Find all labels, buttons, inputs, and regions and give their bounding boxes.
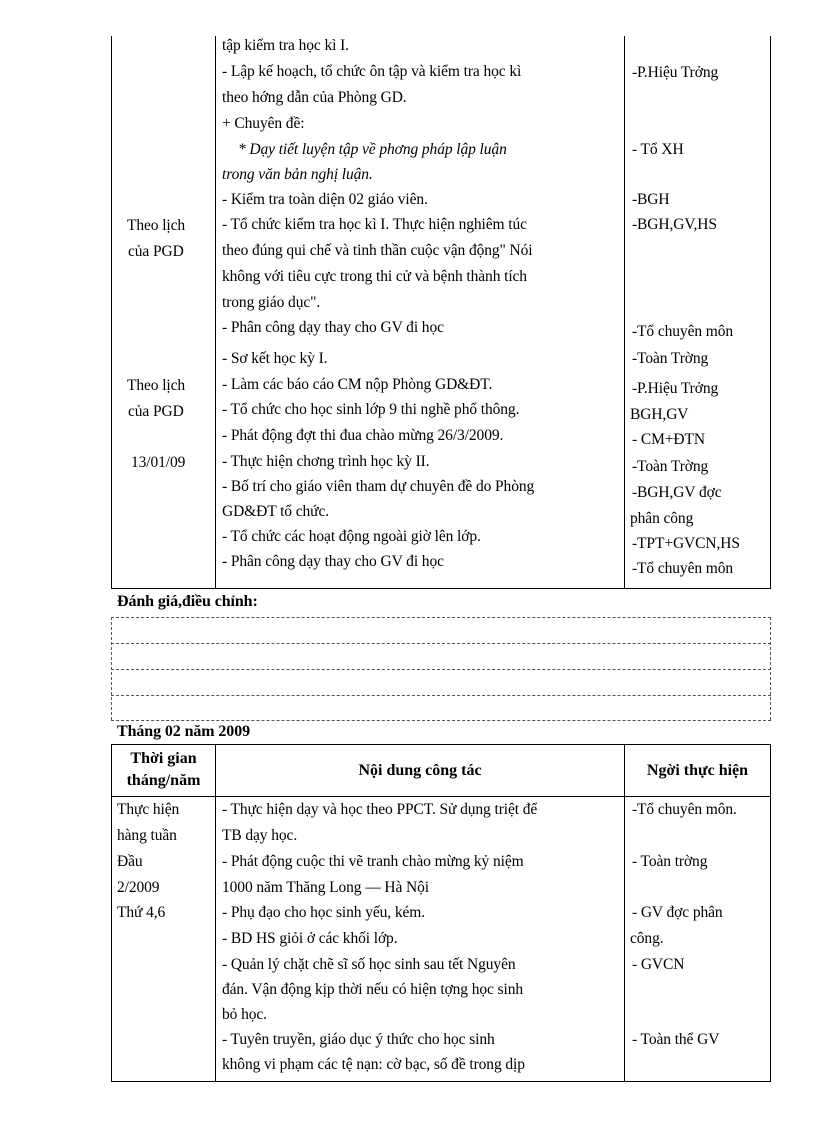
schedule-cell: của PGD xyxy=(128,243,184,260)
table-row: bỏ học. xyxy=(222,1006,267,1023)
evaluation-heading: Đánh giá,điều chỉnh: xyxy=(117,593,258,610)
table-row: tập kiểm tra học kì I. xyxy=(222,37,349,54)
schedule-cell: Đầu xyxy=(117,853,143,870)
header-person: Ngời thực hiện xyxy=(646,762,749,779)
table-row: không vi phạm các tệ nạn: cờ bạc, số đề trong dịp xyxy=(222,1056,525,1073)
person-cell: -Toàn Trờng xyxy=(632,458,709,475)
table-row: - Bố trí cho giáo viên tham dự chuyên đề do Phòng xyxy=(222,478,535,495)
header-time: Thời gian tháng/năm xyxy=(126,750,201,789)
schedule-cell: Thứ 4,6 xyxy=(117,904,166,921)
schedule-cell: 13/01/09 xyxy=(131,454,186,471)
person-cell: -BGH,GV,HS xyxy=(632,216,717,233)
table-row: - Thực hiện dạy và học theo PPCT. Sử dụng triệt để xyxy=(222,801,538,818)
person-cell: -Tổ chuyên môn. xyxy=(632,801,737,818)
table-row: - Tổ chức các hoạt động ngoài giờ lên lớp. xyxy=(222,528,481,545)
table-row: - Thực hiện chơng trình học kỳ II. xyxy=(222,453,430,470)
schedule-cell: Theo lịch xyxy=(127,377,186,394)
person-cell: - Tổ XH xyxy=(632,141,684,158)
person-cell: -P.Hiệu Trởng xyxy=(632,380,719,397)
table-row: - Phát động cuộc thi vẽ tranh chào mừng kỷ niệm xyxy=(222,853,524,870)
person-cell: - GVCN xyxy=(632,956,685,973)
person-cell: công. xyxy=(630,930,664,947)
table-row: + Chuyên đề: xyxy=(222,115,305,132)
person-cell: - Toàn trờng xyxy=(632,853,708,870)
person-cell: -Toàn Trờng xyxy=(632,350,709,367)
month-heading: Tháng 02 năm 2009 xyxy=(117,723,250,740)
table-row: đán. Vận động kịp thời nếu có hiện tợng học sinh xyxy=(222,981,524,998)
table-row: - Phát động đợt thi đua chào mừng 26/3/2009. xyxy=(222,427,504,444)
table-row: * Dạy tiết luyện tập về phơng pháp lập luận xyxy=(238,141,507,158)
table-row: trong văn bản nghị luận. xyxy=(222,166,373,183)
schedule-cell: 2/2009 xyxy=(117,879,160,896)
table-row: - Phụ đạo cho học sinh yếu, kém. xyxy=(222,904,426,921)
person-cell: -BGH xyxy=(632,191,670,208)
table-row: theo đúng qui chế và tinh thần cuộc vận động" Nói xyxy=(222,242,533,259)
table-row: - Tổ chức cho học sinh lớp 9 thi nghề phổ thông. xyxy=(222,401,520,418)
table-row: 1000 năm Thăng Long — Hà Nội xyxy=(222,879,429,896)
table-row: trong giáo dục". xyxy=(222,294,321,311)
table-row: TB dạy học. xyxy=(222,827,298,844)
person-cell: -BGH,GV đợc xyxy=(632,484,722,501)
person-cell: phân công xyxy=(630,510,694,527)
table-row: - Tuyên truyền, giáo dục ý thức cho học sinh xyxy=(222,1031,495,1048)
schedule-cell: Thực hiện xyxy=(117,801,180,818)
table-row: - Kiểm tra toàn diện 02 giáo viên. xyxy=(222,191,428,208)
table-row: - Quản lý chặt chẽ sĩ số học sinh sau tết Nguyên xyxy=(222,956,516,973)
person-cell: - CM+ĐTN xyxy=(632,431,705,448)
header-content: Nội dung công tác xyxy=(358,762,482,779)
table-row: - Làm các báo cáo CM nộp Phòng GD&ĐT. xyxy=(222,376,493,393)
schedule-cell: của PGD xyxy=(128,403,184,420)
person-cell: - GV đợc phân xyxy=(632,904,723,921)
person-cell: -Tổ chuyên môn xyxy=(632,560,734,577)
table-row: - Phân công dạy thay cho GV đi học xyxy=(222,553,444,570)
person-cell: -TPT+GVCN,HS xyxy=(632,535,740,552)
schedule-cell: Theo lịch xyxy=(127,217,186,234)
table-row: - Tổ chức kiểm tra học kì I. Thực hiện nghiêm túc xyxy=(222,216,527,233)
table-row: GD&ĐT tổ chức. xyxy=(222,503,330,520)
table-row: theo hớng dẫn của Phòng GD. xyxy=(222,89,407,106)
table-row: - Phân công dạy thay cho GV đi học xyxy=(222,319,444,336)
person-cell: BGH,GV xyxy=(630,406,689,423)
table-row: - BD HS giỏi ở các khối lớp. xyxy=(222,930,398,947)
table-row: - Lập kế hoạch, tổ chức ôn tập và kiểm tra học kì xyxy=(222,63,522,80)
table-row: không với tiêu cực trong thi cử và bệnh thành tích xyxy=(222,268,527,285)
schedule-cell: hàng tuần xyxy=(117,827,177,844)
table-row: - Sơ kết học kỳ I. xyxy=(222,350,328,367)
person-cell: -Tổ chuyên môn xyxy=(632,323,734,340)
person-cell: - Toàn thể GV xyxy=(632,1031,720,1048)
person-cell: -P.Hiệu Trởng xyxy=(632,64,719,81)
